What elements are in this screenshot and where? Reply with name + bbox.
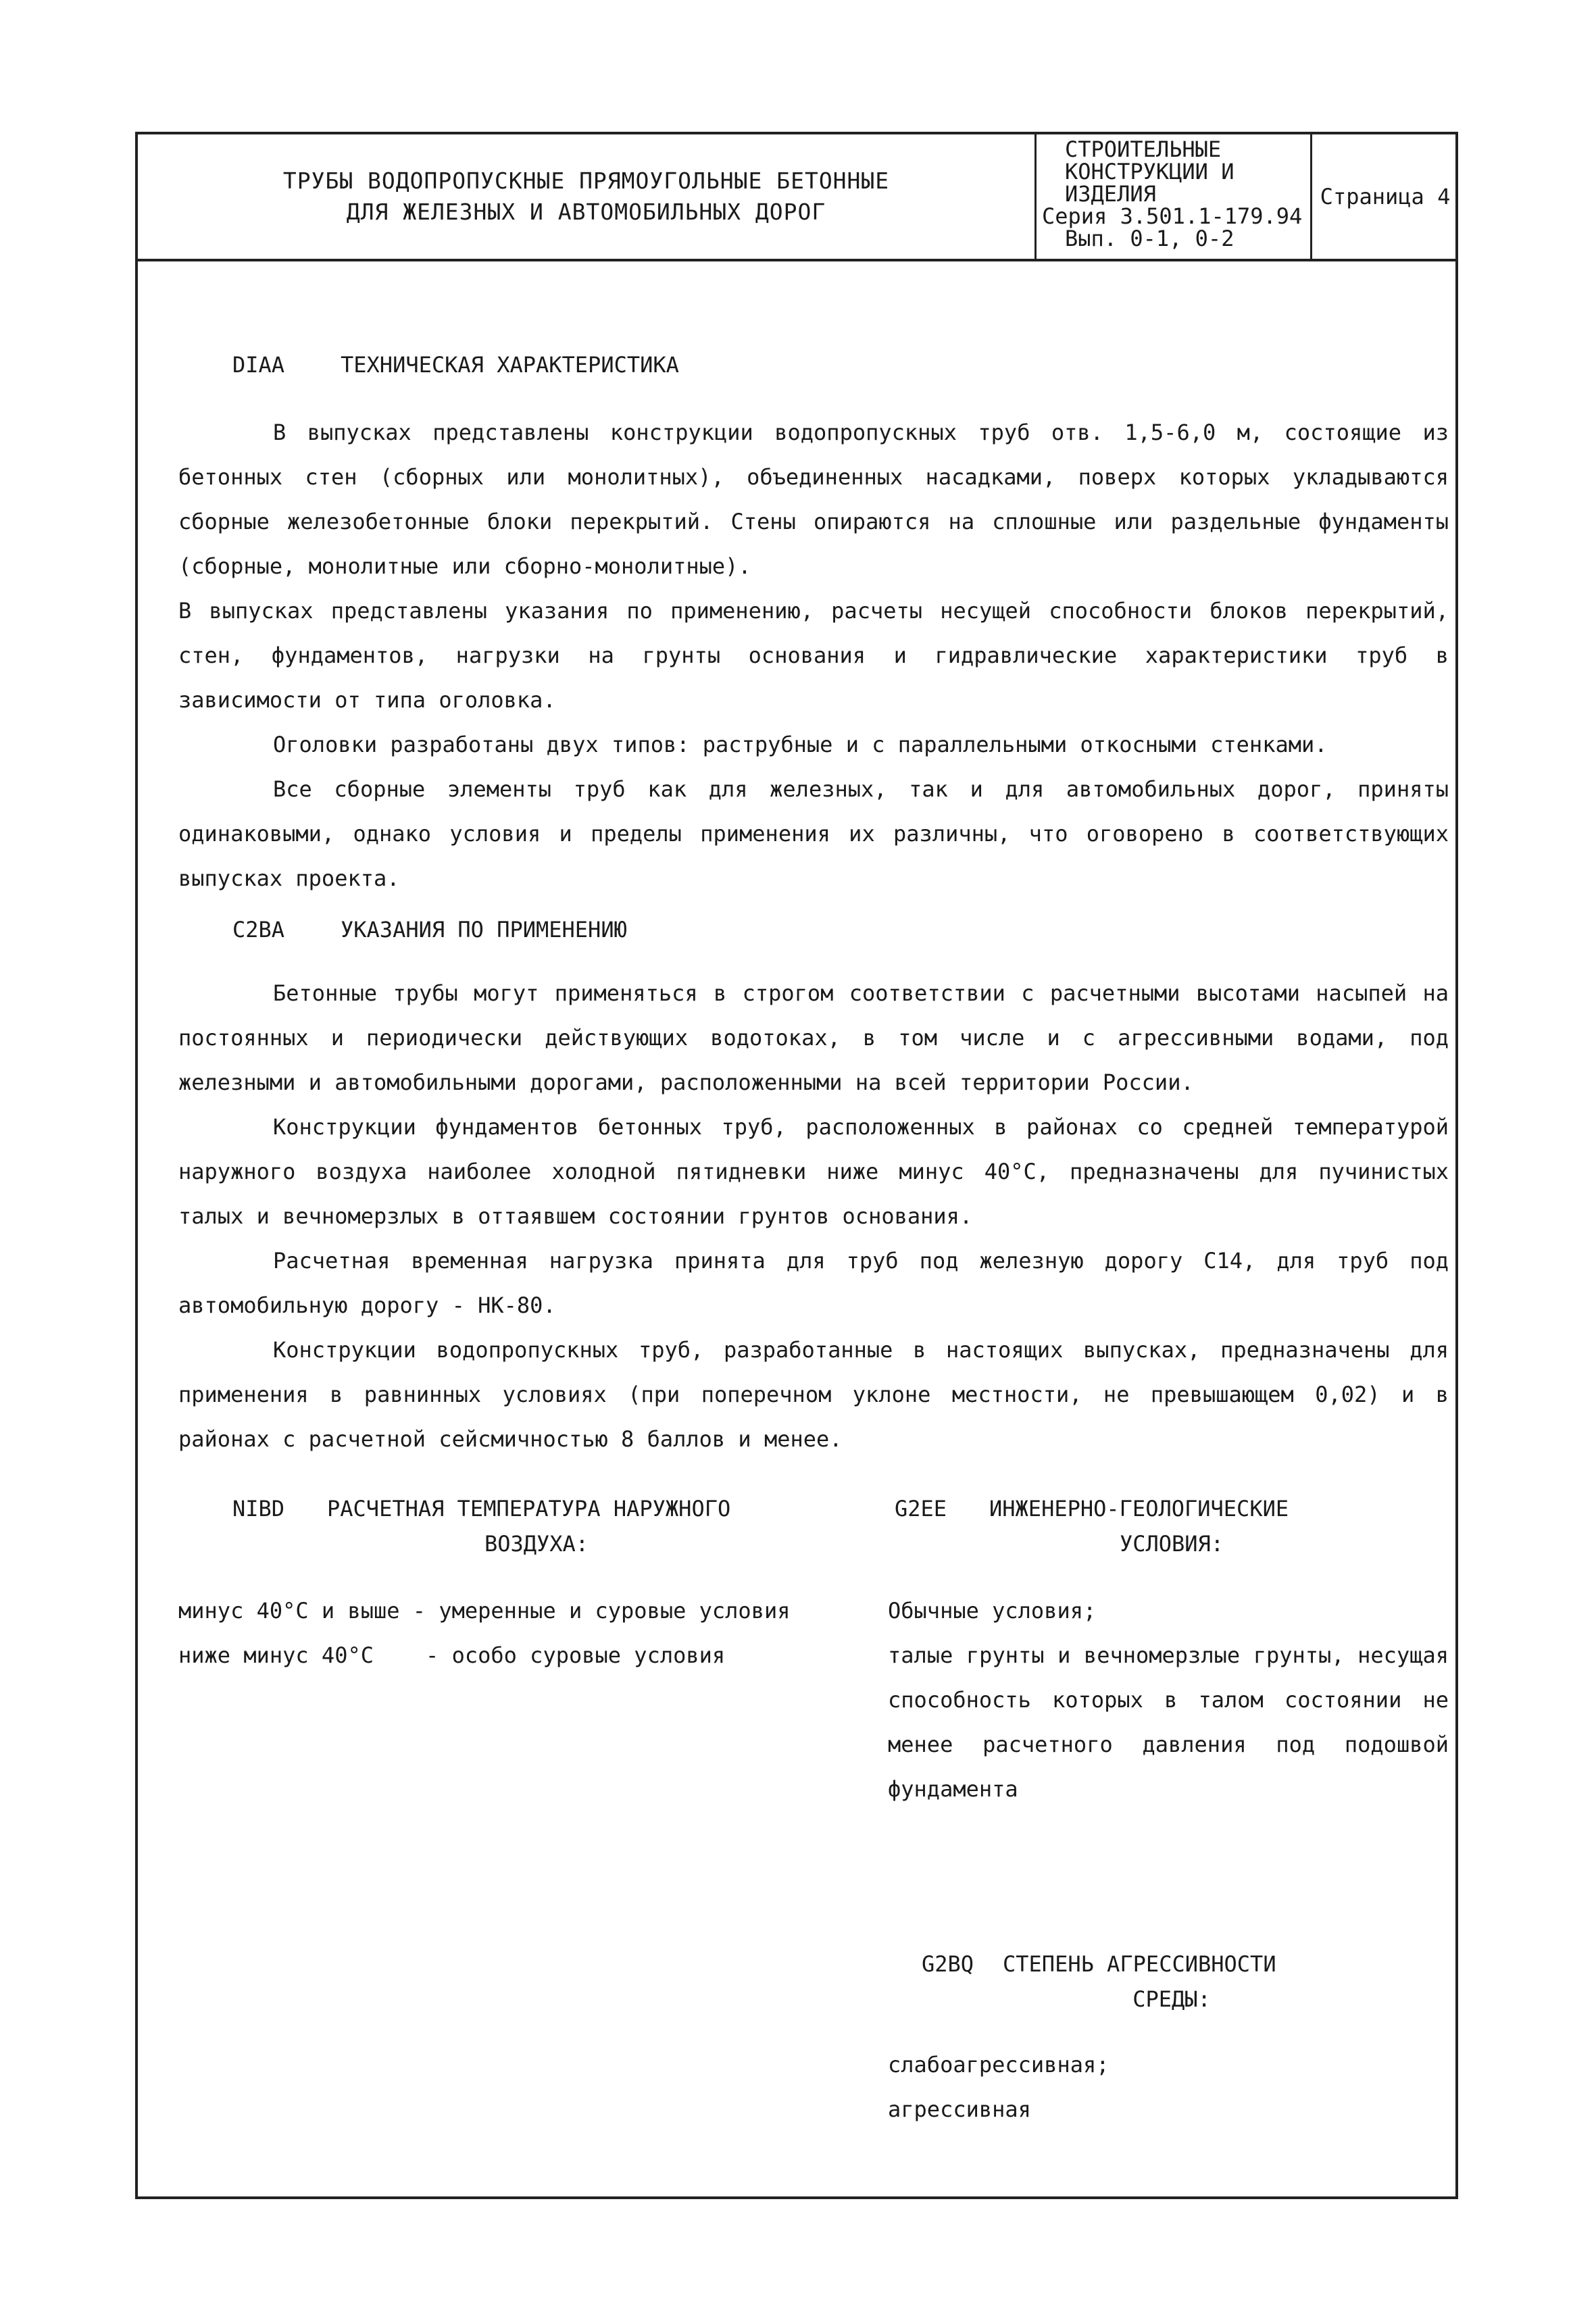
section-title: ТЕХНИЧЕСКАЯ ХАРАКТЕРИСТИКА [341,352,679,378]
paragraph: Бетонные трубы могут применяться в строгом соответствии с расчетными высотами насыпей на постоянных и периодически действующих водотоках, в том числе и с агрессивными водами, под железными и автомобильными дорогами, расположенными на всей территории России. [178,980,1449,1095]
aggressiveness-line-2: агрессивная [888,2096,1031,2122]
paragraph: Все сборные элементы труб как для железных, так и для автомобильных дорог, приняты одинаковыми, однако условия и пределы применения их различны, что оговорено в соответствующих выпусках проекта. [178,776,1449,891]
geology-list [888,1588,1449,1811]
document-title [138,134,1037,259]
category-line-1: СТРОИТЕЛЬНЫЕ [1065,136,1222,162]
issue-numbers: Вып. 0-1, 0-2 [1065,226,1235,251]
title-line-2: ДЛЯ ЖЕЛЕЗНЫХ И АВТОМОБИЛЬНЫХ ДОРОГ [346,199,826,225]
section-code: C2BA [232,917,285,942]
temperature-list [178,1588,881,1678]
page-frame [135,132,1458,2199]
series-cell [1037,134,1312,259]
paragraph: Конструкции фундаментов бетонных труб, расположенных в районах со средней температурой наружного воздуха наиболее холодной пятидневки ниже минус 40°С, предназначены для пучинистых талых и вечномерзлых в оттаявшем состоянии грунтов основания. [178,1114,1449,1229]
section-title-line-2: УСЛОВИЯ: [1119,1531,1224,1557]
section-code: DIAA [232,352,285,378]
section-code: G2EE [895,1496,947,1521]
paragraph: Конструкции водопропускных труб, разработанные в настоящих выпусках, предназначены для применения в равнинных условиях (при поперечном уклоне местности, не превышающем 0,02) и в районах с расчетной сейсмичностью 8 баллов и менее. [178,1337,1449,1452]
temperature-line-1: минус 40°С и выше - умеренные и суровые условия [178,1598,791,1624]
category-line-3: ИЗДЕЛИЯ [1065,181,1156,207]
paragraph: Расчетная временная нагрузка принята для труб под железную дорогу С14, для труб под автомобильную дорогу - НК-80. [178,1248,1449,1318]
section-title-line-2: СРЕДЫ: [1132,1986,1211,2012]
title-block [138,134,1455,261]
section-title-line-1: РАСЧЕТНАЯ ТЕМПЕРАТУРА НАРУЖНОГО [327,1496,731,1521]
section-heading-usage [232,907,627,952]
section-heading-aggressiveness [922,1946,1341,2017]
title-line-1: ТРУБЫ ВОДОПРОПУСКНЫЕ ПРЯМОУГОЛЬНЫЕ БЕТОННЫЕ [282,168,890,194]
geology-line-2: талые грунты и вечномерзлые грунты, несущая способность которых в талом состоянии не менее расчетного давления под подошвой фундамента [888,1642,1449,1802]
section-title-line-1: ИНЖЕНЕРНО-ГЕОЛОГИЧЕСКИЕ [989,1496,1289,1521]
section-title-line-1: СТЕПЕНЬ АГРЕССИВНОСТИ [1003,1951,1276,1977]
section-code: NIBD [232,1496,285,1521]
section-title-line-2: ВОЗДУХА: [484,1531,589,1557]
section-title: УКАЗАНИЯ ПО ПРИМЕНЕНИЮ [341,917,627,942]
series-number: Серия 3.501.1-179.94 [1042,203,1303,229]
section-heading-geology [895,1491,1341,1561]
paragraph: Оголовки разработаны двух типов: раструбные и с параллельными откосными стенками. [273,732,1328,757]
paragraph: В выпусках представлены указания по применению, расчеты несущей способности блоков перекрытий, стен, фундаментов, нагрузки на грунты основания и гидравлические характеристики труб в зависимости от типа оголовка. [178,598,1449,713]
section-heading-tech [232,343,679,387]
aggressiveness-line-1: слабоагрессивная; [888,2052,1109,2078]
geology-line-1: Обычные условия; [888,1598,1097,1624]
category-line-2: КОНСТРУКЦИИ И [1065,159,1235,184]
section-heading-temperature [232,1491,759,1561]
aggressiveness-list [888,2042,1449,2132]
section-code: G2BQ [922,1951,974,1977]
page-number: Страница 4 [1320,184,1451,209]
temperature-line-2: ниже минус 40°С - особо суровые условия [178,1642,726,1668]
paragraph: В выпусках представлены конструкции водопропускных труб отв. 1,5-6,0 м, состоящие из бетонных стен (сборных или монолитных), объединенных насадками, поверх которых укладываются сборные железобетонные блоки перекрытий. Стены опираются на сплошные или раздельные фундаменты (сборные, монолитные или сборно-монолитные). [178,420,1449,579]
